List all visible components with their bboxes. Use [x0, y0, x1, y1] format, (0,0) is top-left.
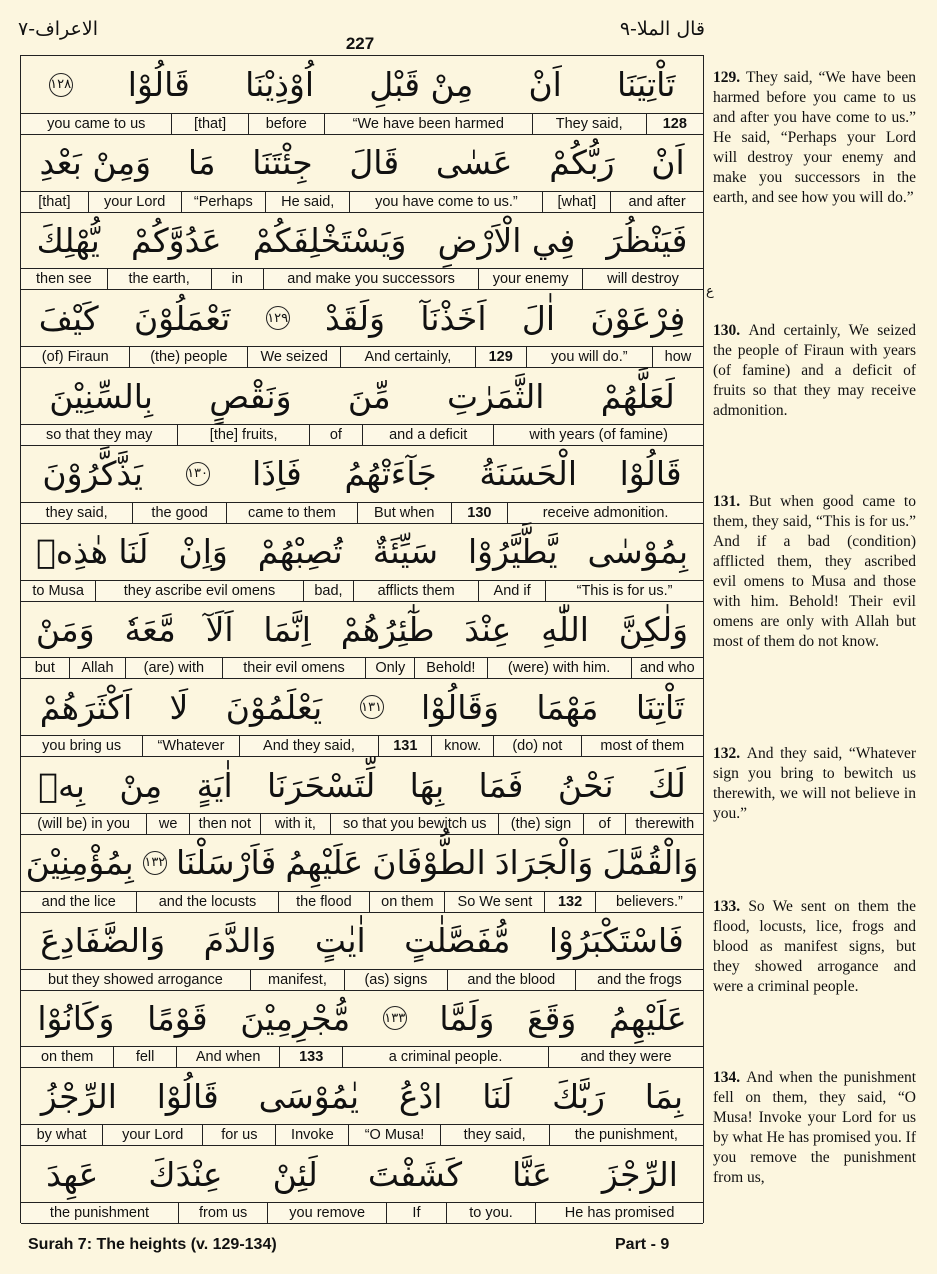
arabic-word: تَاْتِنَا — [635, 687, 685, 727]
verse-marker: ١٣٣ — [383, 1006, 407, 1030]
arabic-word: وَقَالُوْا — [420, 687, 500, 727]
english-gloss: He has promised — [535, 1203, 703, 1223]
arabic-line — [21, 1145, 703, 1203]
english-gloss: your Lord — [102, 1125, 202, 1145]
arabic-word: اُوْذِيْنَا — [245, 65, 315, 105]
english-gloss: and who — [631, 658, 703, 678]
arabic-word: عِنْدَكَ — [148, 1154, 223, 1194]
arabic-word: وَاِنْ — [178, 532, 228, 572]
translation-paragraph — [713, 492, 916, 652]
arabic-word: مُّجْرِمِيْنَ — [240, 998, 351, 1038]
english-gloss: the punishment, — [549, 1125, 703, 1145]
arabic-word: عِنْدَ — [464, 609, 512, 649]
arabic-word: رَبَّكَ — [552, 1076, 605, 1116]
arabic-word: تَاْتِيَنَا — [617, 65, 676, 105]
arabic-word: وَالْجَرَادَ — [494, 843, 594, 883]
translation-paragraph — [713, 897, 916, 997]
arabic-word: ادْعُ — [398, 1076, 443, 1116]
english-gloss: And if — [478, 581, 545, 601]
paragraph-text: And when the punishment fell on them, they said, “O Musa! Invoke your Lord for us by what He has promised you. If you remove the punishment from us, — [713, 1069, 916, 1186]
english-gloss-line — [21, 424, 703, 446]
english-gloss: (will be) in you — [37, 815, 130, 832]
arabic-word: الرِّجْزُ — [40, 1076, 117, 1116]
verse-row — [21, 367, 703, 445]
translation-paragraph — [713, 1068, 916, 1188]
english-gloss: Behold! — [414, 658, 486, 678]
english-gloss: the flood — [278, 892, 370, 912]
english-gloss: (as) signs — [344, 970, 447, 990]
arabic-word: وَمِنْ بَعْدِ — [39, 143, 152, 183]
arabic-word: عَهِدَ — [46, 1154, 99, 1194]
arabic-word: مَا — [187, 143, 216, 183]
english-gloss: know. — [431, 736, 493, 756]
paragraph-text: But when good came to them, they said, “This is for us.” And if a bad (condition) afflicted them, they ascribed evil omens to Musa and those with him. Behold! Their evil omens are only with Allah but most of them do not know. — [713, 493, 916, 650]
arabic-word: عَدُوَّكُمْ — [130, 220, 222, 260]
english-gloss: so that you bewitch us — [330, 814, 498, 834]
arabic-word: فِي الْاَرْضِ — [437, 220, 576, 260]
arabic-word: لَعَلَّهُمْ — [600, 376, 675, 416]
english-gloss: “Whatever — [142, 736, 238, 756]
english-gloss: of — [583, 814, 626, 834]
english-gloss: But when — [357, 503, 451, 523]
english-gloss: He said, — [265, 192, 349, 212]
english-gloss-line — [21, 735, 703, 757]
arabic-word: عَلَيْهِمُ — [608, 998, 687, 1038]
arabic-line — [21, 289, 703, 347]
english-gloss: therewith — [625, 814, 703, 834]
english-gloss: afflicts them — [353, 581, 478, 601]
english-gloss: your enemy — [478, 269, 582, 289]
english-gloss: (of) Firaun — [41, 349, 109, 366]
verse-row — [21, 912, 703, 990]
english-gloss: and make you successors — [263, 269, 478, 289]
arabic-word: وَلَمَّا — [439, 998, 495, 1038]
arabic-word: اَنْ — [651, 143, 685, 183]
paragraph-number: 134. — [713, 1069, 747, 1086]
verse-row — [21, 834, 703, 912]
verse-marker: ١٣٠ — [186, 462, 210, 486]
arabic-word: اَلَآ — [205, 609, 234, 649]
verse-marker: ١٢٨ — [49, 73, 73, 97]
english-gloss: their evil omens — [222, 658, 366, 678]
ruku-marker: ع — [706, 284, 714, 299]
arabic-line — [21, 678, 703, 736]
paragraph-text: They said, “We have been harmed before you came to us and after you have come to us.” He said, “Perhaps your Lord will destroy your enemy and make you successors in the earth, and see how you will do.” — [713, 69, 917, 206]
arabic-line — [21, 445, 703, 503]
arabic-word: لَنَا — [482, 1076, 513, 1116]
translation-grid — [20, 55, 704, 1223]
english-gloss: and the frogs — [575, 970, 703, 990]
verse-marker: ١٣١ — [360, 695, 384, 719]
arabic-word: تَعْمَلُوْنَ — [133, 298, 231, 338]
english-gloss: a criminal people. — [342, 1047, 548, 1067]
english-gloss: (are) with — [125, 658, 221, 678]
english-gloss: And they said, — [239, 736, 379, 756]
english-gloss: they ascribe evil omens — [95, 581, 302, 601]
arabic-word: اٰيَةٍ — [196, 765, 233, 805]
translation-paragraph — [713, 68, 916, 208]
arabic-word: مَهْمَا — [536, 687, 599, 727]
arabic-word: قَوْمًا — [147, 998, 208, 1038]
english-gloss: the punishment — [49, 1204, 150, 1221]
verse-number: 131 — [378, 736, 431, 756]
arabic-word: الثَّمَرٰتِ — [446, 376, 545, 416]
english-gloss: to Musa — [32, 582, 84, 599]
arabic-line — [21, 601, 703, 659]
arabic-word: فَاِذَا — [252, 454, 302, 494]
arabic-word: مِّنَ — [347, 376, 391, 416]
arabic-word: لِّتَسْحَرَنَا — [267, 765, 376, 805]
english-gloss-line — [21, 113, 703, 135]
english-gloss: [the] fruits, — [177, 425, 308, 445]
verse-row — [21, 1067, 703, 1145]
arabic-word: قَالُوْا — [156, 1076, 219, 1116]
header-juz-name: قال الملا-٩ — [619, 18, 705, 40]
page-number: 227 — [345, 34, 375, 53]
verse-number: 129 — [475, 347, 526, 367]
arabic-line — [21, 134, 703, 192]
english-gloss: and the lice — [41, 893, 116, 910]
english-gloss: (were) with him. — [487, 658, 631, 678]
english-gloss: from us — [178, 1203, 267, 1223]
english-gloss: fell — [113, 1047, 176, 1067]
verse-row — [21, 445, 703, 523]
english-gloss: [that] — [171, 114, 247, 134]
english-gloss: believers.” — [595, 892, 703, 912]
arabic-word: فَيَنْظُرَ — [606, 220, 688, 260]
english-gloss: and after — [610, 192, 703, 212]
arabic-word: كَيْفَ — [38, 298, 99, 338]
english-gloss: and a deficit — [362, 425, 493, 445]
arabic-word: قَالَ — [349, 143, 400, 183]
arabic-word: الرِّجْزَ — [601, 1154, 678, 1194]
arabic-word: فَاَرْسَلْنَا — [175, 843, 277, 883]
paragraph-text: So We sent on them the flood, locusts, lice, frogs and blood as manifest signs, but they showed arrogance and were a criminal people. — [713, 898, 916, 995]
english-gloss: will destroy — [582, 269, 703, 289]
arabic-line — [21, 1067, 703, 1125]
arabic-word: وَقَعَ — [527, 998, 577, 1038]
english-gloss: most of them — [581, 736, 703, 756]
arabic-word: مُّفَصَّلٰتٍ — [404, 921, 511, 961]
english-gloss: manifest, — [250, 970, 344, 990]
paragraph-text: And they said, “Whatever sign you bring to bewitch us therewith, we will not believe in you.” — [713, 745, 917, 822]
english-gloss: but — [34, 660, 55, 677]
english-gloss: you bring us — [42, 738, 122, 755]
verse-row — [21, 523, 703, 601]
english-gloss: “O Musa! — [348, 1125, 439, 1145]
verse-row — [21, 289, 703, 367]
arabic-word: وَلٰكِنَّ — [618, 609, 689, 649]
english-gloss: you came to us — [47, 115, 146, 132]
verse-marker: ١٣٢ — [143, 851, 167, 875]
arabic-word: قَالُوْا — [619, 454, 682, 494]
arabic-word: وَالضَّفَادِعَ — [40, 921, 166, 961]
english-gloss: “We have been harmed — [324, 114, 532, 134]
verse-row — [21, 601, 703, 679]
english-gloss: we — [146, 814, 189, 834]
arabic-word: وَنَقْصٍ — [209, 376, 292, 416]
english-gloss-line — [21, 268, 703, 290]
arabic-word: اللّٰهِ — [541, 609, 589, 649]
arabic-word: بِمَا — [644, 1076, 684, 1116]
arabic-line — [21, 367, 703, 425]
english-gloss: you will do.” — [526, 347, 652, 367]
verse-number: 130 — [451, 503, 508, 523]
arabic-word: وَلَقَدْ — [325, 298, 386, 338]
arabic-word: مَّعَهٗ — [124, 609, 176, 649]
arabic-word: لَكَ — [647, 765, 686, 805]
arabic-word: بِهَا — [409, 765, 445, 805]
arabic-word: مِنْ قَبْلِ — [369, 65, 474, 105]
english-gloss: how — [652, 347, 703, 367]
arabic-line — [21, 756, 703, 814]
english-gloss: your Lord — [88, 192, 181, 212]
english-gloss: [what] — [542, 192, 610, 212]
header-surah-name: الاعراف-٧ — [18, 18, 98, 40]
arabic-word: الطُّوْفَانَ — [372, 843, 486, 883]
verse-row — [21, 212, 703, 290]
english-gloss: We seized — [247, 347, 340, 367]
paragraph-number: 130. — [713, 322, 749, 339]
english-gloss-line — [21, 580, 703, 602]
arabic-word: عَسٰى — [435, 143, 513, 183]
arabic-word: اٰلَ — [521, 298, 556, 338]
english-gloss: came to them — [226, 503, 357, 523]
arabic-word: مِنْ — [119, 765, 163, 805]
english-gloss: on them — [369, 892, 444, 912]
arabic-word: عَلَيْهِمُ — [285, 843, 364, 883]
english-gloss: Only — [365, 658, 414, 678]
english-gloss: then not — [189, 814, 260, 834]
paragraph-text: And certainly, We seized the people of Firaun with years (of famine) and a deficit of fruits so that they may receive admonition. — [713, 322, 916, 419]
arabic-word: سَيِّئَةٌ — [372, 532, 438, 572]
arabic-word: قَالُوْا — [127, 65, 190, 105]
arabic-line — [21, 56, 703, 114]
arabic-word: اَخَذْنَآ — [420, 298, 487, 338]
arabic-word: وَيَسْتَخْلِفَكُمْ — [252, 220, 407, 260]
arabic-word: وَالْقُمَّلَ — [602, 843, 699, 883]
arabic-word: وَكَانُوْا — [37, 998, 115, 1038]
english-gloss: If — [386, 1203, 446, 1223]
english-gloss: and the locusts — [136, 892, 277, 912]
arabic-line — [21, 912, 703, 970]
english-gloss: then see — [36, 271, 92, 288]
english-gloss: by what — [36, 1127, 87, 1144]
arabic-word: اِنَّمَا — [263, 609, 311, 649]
english-gloss: so that they may — [46, 426, 153, 443]
paragraph-number: 131. — [713, 493, 749, 510]
verse-row — [21, 990, 703, 1068]
arabic-word: وَالدَّمَ — [203, 921, 277, 961]
english-gloss: you have come to us.” — [349, 192, 542, 212]
english-gloss-line — [21, 657, 703, 679]
english-gloss: of — [309, 425, 362, 445]
english-gloss: “This is for us.” — [545, 581, 703, 601]
english-gloss: before — [248, 114, 324, 134]
english-gloss: you remove — [267, 1203, 386, 1223]
arabic-word: الْحَسَنَةُ — [479, 454, 577, 494]
english-gloss: bad, — [303, 581, 354, 601]
english-gloss: with it, — [260, 814, 331, 834]
translation-paragraph — [713, 744, 916, 824]
paragraph-number: 133. — [713, 898, 749, 915]
verse-marker: ١٢٩ — [266, 306, 290, 330]
english-gloss-line — [21, 813, 703, 835]
english-gloss: the good — [132, 503, 226, 523]
english-gloss: Invoke — [275, 1125, 348, 1145]
arabic-line — [21, 523, 703, 581]
english-gloss: in — [211, 269, 263, 289]
arabic-line — [21, 990, 703, 1048]
english-gloss-line — [21, 1046, 703, 1068]
english-gloss: So We sent — [444, 892, 544, 912]
arabic-word: فِرْعَوْنَ — [590, 298, 686, 338]
arabic-word: طٰٓئِرُهُمْ — [340, 609, 435, 649]
english-gloss-line — [21, 1202, 703, 1224]
arabic-word: يَعْلَمُوْنَ — [225, 687, 323, 727]
arabic-word: بِهٖ — [38, 765, 85, 805]
verse-row — [21, 1145, 703, 1223]
arabic-word: فَاسْتَكْبَرُوْا — [548, 921, 684, 961]
english-gloss: to you. — [446, 1203, 535, 1223]
verse-number: 128 — [646, 114, 703, 134]
english-gloss: and the blood — [447, 970, 575, 990]
verse-row — [21, 678, 703, 756]
verse-number: 133 — [279, 1047, 342, 1067]
arabic-word: رَبُّكُمْ — [549, 143, 615, 183]
arabic-word: جَآءَتْهُمُ — [344, 454, 437, 494]
arabic-word: اَنْ — [528, 65, 562, 105]
arabic-word: يَّطَّيَّرُوْا — [468, 532, 558, 572]
translation-paragraph — [713, 321, 916, 421]
english-gloss-line — [21, 1124, 703, 1146]
arabic-line — [21, 212, 703, 270]
footer-surah: Surah 7: The heights (v. 129-134) — [28, 1236, 277, 1253]
verse-row — [21, 134, 703, 212]
english-gloss: on them — [40, 1049, 94, 1066]
english-gloss: (the) sign — [498, 814, 583, 834]
arabic-word: عَنَّا — [512, 1154, 552, 1194]
arabic-word: لَا — [169, 687, 189, 727]
english-gloss-line — [21, 969, 703, 991]
arabic-word: لَنَا هٰذِهٖ — [36, 532, 149, 572]
arabic-word: فَمَا — [478, 765, 524, 805]
english-gloss: they said, — [440, 1125, 549, 1145]
arabic-word: بِالسِّنِيْنَ — [49, 376, 153, 416]
verse-row — [21, 56, 703, 134]
english-gloss: And certainly, — [340, 347, 475, 367]
footer-part: Part - 9 — [615, 1236, 670, 1253]
verse-number: 132 — [544, 892, 594, 912]
english-gloss: they said, — [45, 504, 108, 521]
english-gloss: for us — [202, 1125, 275, 1145]
english-gloss-line — [21, 502, 703, 524]
arabic-word: اَكْثَرَهُمْ — [39, 687, 133, 727]
english-gloss: And when — [176, 1047, 280, 1067]
english-gloss: with years (of famine) — [493, 425, 703, 445]
arabic-word: بِمُؤْمِنِيْنَ — [25, 843, 134, 883]
english-gloss: and they were — [548, 1047, 703, 1067]
arabic-word: لَئِنْ — [272, 1154, 318, 1194]
english-gloss: (do) not — [493, 736, 581, 756]
english-gloss: (the) people — [129, 347, 247, 367]
arabic-word: اٰيٰتٍ — [314, 921, 366, 961]
arabic-line — [21, 834, 703, 892]
english-gloss: but they showed arrogance — [47, 971, 223, 988]
arabic-word: وَمَنْ — [35, 609, 95, 649]
paragraph-number: 132. — [713, 745, 747, 762]
paragraph-number: 129. — [713, 69, 747, 86]
english-gloss: They said, — [532, 114, 646, 134]
english-gloss: [that] — [38, 193, 71, 210]
arabic-word: نَحْنُ — [557, 765, 614, 805]
arabic-word: يُّهْلِكَ — [36, 220, 100, 260]
english-gloss-line — [21, 891, 703, 913]
english-gloss: the earth, — [107, 269, 211, 289]
arabic-word: تُصِبْهُمْ — [257, 532, 343, 572]
verse-row — [21, 756, 703, 834]
english-gloss-line — [21, 346, 703, 368]
english-gloss: Allah — [69, 658, 126, 678]
arabic-word: يٰمُوْسَى — [258, 1076, 360, 1116]
english-gloss: receive admonition. — [507, 503, 703, 523]
english-gloss-line — [21, 191, 703, 213]
arabic-word: جِئْتَنَا — [252, 143, 313, 183]
english-gloss: “Perhaps — [181, 192, 265, 212]
arabic-word: يَذَّكَّرُوْنَ — [42, 454, 143, 494]
arabic-word: كَشَفْتَ — [367, 1154, 463, 1194]
arabic-word: بِمُوْسٰى — [587, 532, 688, 572]
